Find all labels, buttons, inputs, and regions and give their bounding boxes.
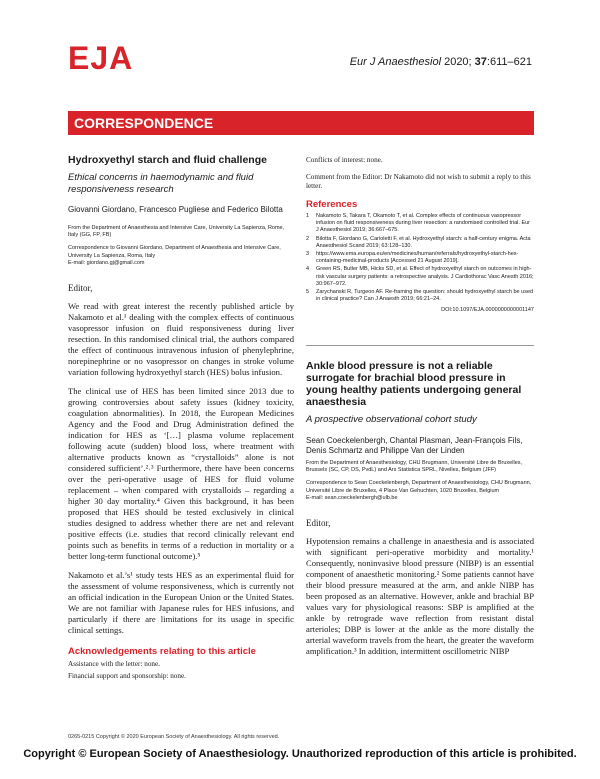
reference-item (306, 236, 534, 250)
reference-number: 3 (306, 251, 310, 258)
references-list (306, 213, 534, 303)
funding-note: Financial support and sponsorship: none. (68, 672, 186, 681)
article1-paragraph-3: Nakamoto et al.’s¹ study tests HES as an experimental fluid for the assessment of volume responsiveness, which is currently not an official indication in the European Union or the United States. We are not familiar with Japanese rules for HES infusions, and particularly if there are limitations for its usage in specific clinical settings. (68, 570, 294, 636)
article1-title: Hydroxyethyl starch and fluid challenge (68, 154, 267, 166)
article1-authors: Giovanni Giordano, Francesco Pugliese and Federico Bilotta (68, 205, 283, 214)
article1-affiliation: From the Department of Anaesthesia and Intensive Care, University La Sapienza, Rome, Italy (GG, FP, FB) (68, 225, 285, 239)
references-heading: References (306, 199, 358, 210)
article2-salutation: Editor, (306, 517, 331, 528)
article2-title: Ankle blood pressure is not a reliable surrogate for brachial blood pressure in young healthy patients undergoing general anaesthesia (306, 360, 522, 409)
article1-salutation: Editor, (68, 283, 93, 294)
reference-item (306, 251, 534, 265)
conflicts-note: Conflicts of interest: none. (306, 156, 383, 164)
article1-email: E-mail: giordano.gj@gmail.com (68, 259, 145, 266)
reference-item (306, 289, 534, 303)
journal-volume: 37 (474, 56, 487, 68)
reference-item (306, 213, 534, 235)
article1-subtitle: Ethical concerns in haemodynamic and fluid responsiveness research (68, 172, 254, 195)
left-column (68, 154, 294, 681)
journal-citation (350, 56, 532, 68)
article1-paragraph-2: The clinical use of HES has been limited since 2013 due to growing controversies about safety issues (kidney toxicity, coagulation abnormalities). In 2018, the European Medicines Agency and the Food and Drug Administration defined the indication for HES as ‘[…] plasma volume replacement following acute (sudden) blood loss, where treatment with alternative products known as “crystalloids” alone is not considered sufficient’.²˒³ Furthermore, there have been concerns over the peri-operative usage of HES for fluid volume replacement – when compared with crystalloids – regarding a higher 30 day mortality.⁴ Given this background, it has been proposed that HES should be tested exclusively in clinical studies designed to address whether there are net and relevant positive effects (i.e. studies that record clinically relevant end points such as benefits in terms of a reduction in mortality or a better long-term functional outcome).⁵ (68, 386, 294, 562)
article2-correspondence (306, 480, 534, 502)
reference-number: 1 (306, 213, 310, 219)
reference-item (306, 266, 534, 288)
editor-comment: Comment from the Editor: Dr Nakamoto did not wish to submit a reply to this letter. (306, 173, 531, 190)
article2-paragraph-1: Hypotension remains a challenge in anaesthesia and is associated with significant peri-operative morbidity and mortality.¹ Consequently, noninvasive blood pressure (NIBP) is an essential component of anaesthetic monitoring.² Some patients cannot have their blood pressure measured at the arm, and ankle NIBP has been proposed as an alternative. However, ankle and brachial BP values vary for physiological reasons: SBP is amplified at the ankle by retrograde wave reflection from resistant distal arterioles; DBP is lower at the ankle as the more distally the arterial waveform travels from the heart, the greater the waveform amplification.³ In addition, intermittent oscillometric NIBP (306, 535, 534, 656)
journal-name: Eur J Anaesthesiol (349, 56, 442, 68)
reference-text: Green RS, Butler MB, Hicks SD, et al. Effect of hydroxyethyl starch on outcomes in high-risk vascular surgery patients: a retrospective analysis. J Cardiothorac Vasc Anesth 2016; 30:967–972. (316, 266, 534, 287)
article1-paragraph-1: We read with great interest the recently published article by Nakamoto et al.¹ dealing with the complex effects of continuous vasopressor infusion on fluid responsiveness during liver resection. In this randomised clinical trial, the authors compared the effect of continuous intravenous infusion of phenylephrine, norepinephrine or no vasopressor on changes in stroke volume variation following hydroxyethyl starch (HES) bolus infusion. (68, 301, 294, 378)
article1-correspondence (68, 245, 294, 267)
article2-subtitle: A prospective observational cohort study (306, 414, 477, 426)
reference-number: 4 (306, 266, 310, 273)
journal-pages: :611–621 (486, 56, 532, 68)
reference-text: Nakamoto S, Takara T, Okamoto T, et al. Complex effects of continuous vasopressor infusion on fluid responsiveness during liver resection: a randomised controlled trial. Eur J Anaesthesiol 2019; 36:667–675. (316, 213, 531, 234)
right-column (306, 154, 534, 657)
assistance-note: Assistance with the letter: none. (68, 660, 161, 669)
reference-text: Bilotta F, Giordano G, Carioletti F, et al. Hydroxyethyl starch: a half-century enigma. Acta Anaesthesiol Scand 2019; 63:128–130. (316, 235, 531, 249)
article2-email: E-mail: sean.coeckelenbergh@ulb.be (306, 494, 398, 501)
acknowledgements-heading: Acknowledgements relating to this article (68, 646, 256, 658)
copyright-notice: Copyright © European Society of Anaesthesiology. Unauthorized reproduction of this article is prohibited. (23, 748, 577, 760)
article2-authors: Sean Coeckelenbergh, Chantal Plasman, Jean-François Fils, Denis Schmartz and Philippe Van der Linden (306, 435, 523, 455)
article-divider (306, 345, 534, 346)
reference-number: 2 (306, 235, 310, 242)
issn-copyright-line: 0265-0215 Copyright © 2020 European Society of Anaesthesiology. All rights reserved. (68, 734, 280, 740)
article2-correspondence-text: Correspondence to Sean Coeckelenbergh, Department of Anaesthesiology, CHU Brugmann, Université Libre de Bruxelles, 4 Place Van Gehuchten, 1020 Bruxelles, Belgium (306, 480, 532, 494)
reference-text: Zarychanski R, Turgeon AF. Re-framing the question: should hydroxyethyl starch be used in clinical practice? Can J Anaesth 2019; 66:21–24. (316, 289, 534, 303)
article2-affiliation: From the Department of Anaesthesiology, CHU Brugmann, Université Libre de Bruxelles, Brussels (SC, CP, DS, PvdL) and Ars Statistica SPRL, Nivelles, Belgium (JFF) (306, 459, 523, 474)
article1-correspondence-text: Correspondence to Giovanni Giordano, Department of Anaesthesia and Intensive Care, University La Sapienza, Roma, Italy (68, 245, 281, 259)
journal-year: 2020; (444, 56, 472, 68)
journal-logo: EJA (68, 40, 134, 76)
reference-text: https://www.ema.europa.eu/en/medicines/human/referrals/hydroxyethyl-starch-hes-containing-medicinal-products [Accessed 21 August 2019]. (316, 251, 519, 265)
reference-number: 5 (306, 289, 310, 296)
section-banner: CORRESPONDENCE (68, 111, 534, 135)
article1-doi: DOI:10.1097/EJA.0000000000001147 (441, 307, 534, 314)
